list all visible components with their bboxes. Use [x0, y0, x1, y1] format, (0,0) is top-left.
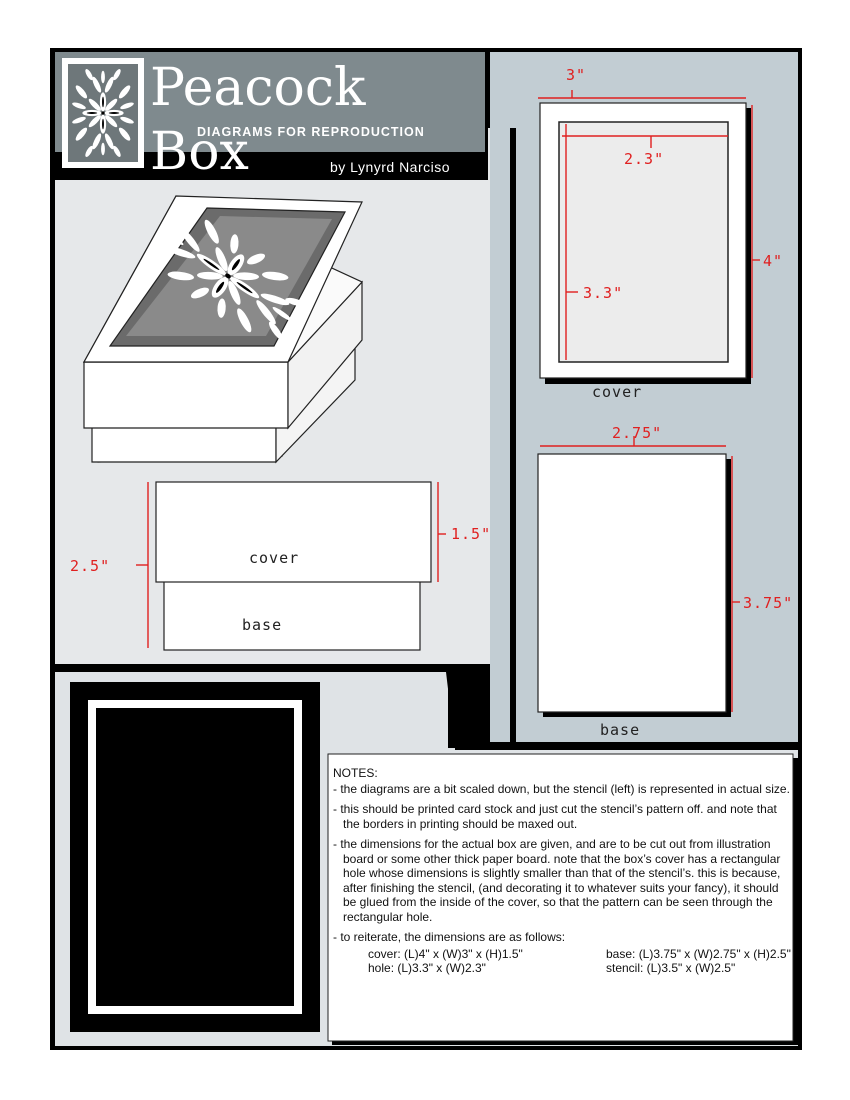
- base-top-label: base: [600, 721, 641, 739]
- notes-heading: NOTES:: [333, 766, 378, 780]
- peacock-stencil-icon: [68, 64, 138, 162]
- cover-width-dim: 3": [566, 66, 587, 84]
- base-dimensions: base: (L)3.75" x (W)2.75" x (H)2.5": [606, 946, 791, 961]
- side-base-label: base: [242, 616, 283, 634]
- notes-panel: [333, 766, 795, 1041]
- stencil-pattern: [70, 682, 320, 1032]
- note-item: - the diagrams are a bit scaled down, but the stencil (left) is represented in actual size.: [333, 781, 790, 796]
- cover-height-dim: 1.5": [451, 525, 492, 543]
- page-title: Peacock Box: [150, 58, 366, 182]
- cover-top-label: cover: [592, 383, 643, 401]
- note-item: - to reiterate, the dimensions are as follows:: [333, 930, 566, 944]
- cover-hole-length-dim: 3.3": [583, 284, 624, 302]
- side-cover-label: cover: [249, 549, 300, 567]
- note-item: - this should be printed card stock and just cut the stencil’s pattern off. and note that the borders in printing should be maxed out.: [333, 802, 777, 831]
- hole-dimensions: hole: (L)3.3" x (W)2.3": [368, 961, 486, 975]
- stencil-dimensions: stencil: (L)3.5" x (W)2.5": [606, 961, 736, 975]
- total-height-dim: 2.5": [70, 557, 111, 575]
- base-width-dim: 2.75": [612, 424, 663, 442]
- base-length-dim: 3.75": [743, 594, 794, 612]
- dimension-summary: [368, 947, 795, 976]
- cover-length-dim: 4": [763, 252, 784, 270]
- note-item: - the dimensions for the actual box are given, and are to be cut out from illustration board or some other thick paper board. note that the box’s cover has a rectangular hole whose dimensions is slightly smaller than that of the stencil’s. this is because, after finishing the stencil, (and decorating it to whatever suits your fancy), it should be glued from the inside of the cover, so that the pattern can be seen through the rectangular hole.: [333, 837, 781, 924]
- page-subtitle: DIAGRAMS FOR REPRODUCTION: [197, 125, 425, 139]
- cover-hole-width-dim: 2.3": [624, 150, 665, 168]
- cover-top-view: [540, 103, 751, 384]
- base-top-view: [538, 454, 731, 717]
- author-credit: by Lynyrd Narciso: [330, 159, 451, 175]
- cover-dimensions: cover: (L)4" x (W)3" x (H)1.5": [368, 946, 523, 961]
